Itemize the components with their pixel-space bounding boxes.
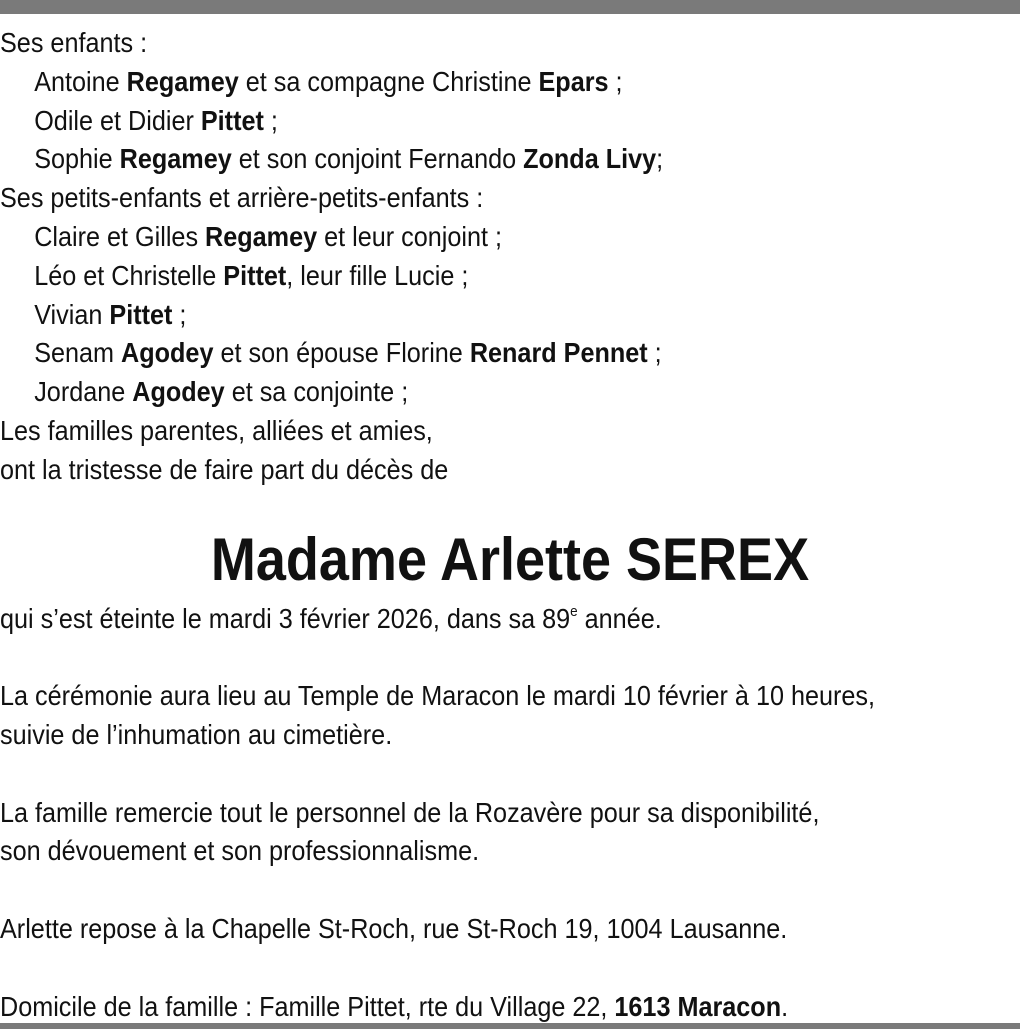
spacer bbox=[0, 755, 1020, 794]
grandchild-entry bbox=[0, 257, 1020, 296]
children-intro: Ses enfants : bbox=[0, 27, 148, 58]
grandchildren-intro: Ses petits-enfants et arrière-petits-enfants : bbox=[0, 182, 484, 214]
grandchild-first-name: Vivian bbox=[34, 298, 110, 330]
partner-surname: Zonda Livy bbox=[523, 143, 657, 175]
grandchild-first-name: Senam bbox=[34, 337, 122, 369]
grandchild-first-name: Jordane bbox=[34, 376, 133, 408]
ceremony-line: La cérémonie aura lieu au Temple de Maracon le mardi 10 février à 10 heures, bbox=[0, 680, 876, 712]
spacer bbox=[0, 871, 1020, 910]
death-line bbox=[0, 600, 1020, 639]
ordinal-suffix: e bbox=[570, 602, 578, 620]
grandchild-entry bbox=[0, 334, 1020, 373]
grandchild-relation: et leur conjoint ; bbox=[317, 220, 503, 252]
domicile-text: Domicile de la famille : Famille Pittet, rte du Village 22, bbox=[0, 990, 615, 1022]
grandchild-entry bbox=[0, 296, 1020, 335]
relatives-line: Les familles parentes, alliées et amies, bbox=[0, 414, 433, 446]
grandchild-surname: Agodey bbox=[121, 337, 214, 369]
spacer bbox=[0, 638, 1020, 677]
repose-line: Arlette repose à la Chapelle St-Roch, rue St-Roch 19, 1004 Lausanne. bbox=[0, 912, 788, 944]
punctuation: ; bbox=[172, 298, 187, 330]
grandchild-entry bbox=[0, 218, 1020, 257]
death-text: qui s’est éteinte le mardi 3 février 2026, dans sa 89 bbox=[0, 602, 571, 634]
obituary-notice bbox=[0, 24, 1020, 1026]
announcement-line: ont la tristesse de faire part du décès de bbox=[0, 453, 449, 485]
punctuation: ; bbox=[647, 337, 662, 369]
partner-surname: Epars bbox=[538, 65, 609, 97]
grandchild-surname: Pittet bbox=[223, 259, 287, 291]
child-first-name: Sophie bbox=[34, 143, 120, 175]
grandchild-surname: Pittet bbox=[109, 298, 173, 330]
grandchild-first-name: Claire et Gilles bbox=[34, 220, 206, 252]
child-relation: et sa compagne Christine bbox=[238, 65, 539, 97]
grandchild-surname: Regamey bbox=[205, 220, 318, 252]
domicile-line bbox=[0, 988, 1020, 1027]
death-text-end: année. bbox=[577, 602, 662, 634]
child-first-name: Antoine bbox=[34, 65, 127, 97]
ceremony-line: suivie de l’inhumation au cimetière. bbox=[0, 718, 393, 750]
thanks-line: La famille remercie tout le personnel de la Rozavère pour sa disponibilité, bbox=[0, 796, 820, 828]
grandchild-relation: , leur fille Lucie ; bbox=[286, 259, 469, 291]
top-rule bbox=[0, 0, 1020, 14]
domicile-locality: 1613 Maracon bbox=[614, 990, 782, 1022]
child-entry bbox=[0, 63, 1020, 102]
spacer bbox=[0, 949, 1020, 988]
grandchild-surname: Agodey bbox=[132, 376, 225, 408]
grandchild-first-name: Léo et Christelle bbox=[34, 259, 224, 291]
punctuation: . bbox=[781, 990, 789, 1022]
grandchild-relation: et son épouse Florine bbox=[213, 337, 470, 369]
partner-surname: Renard Pennet bbox=[469, 337, 648, 369]
punctuation: ; bbox=[263, 104, 278, 136]
grandchild-relation: et sa conjointe ; bbox=[224, 376, 409, 408]
bottom-rule bbox=[0, 1023, 1020, 1029]
child-relation: et son conjoint Fernando bbox=[231, 143, 524, 175]
child-first-name: Odile et Didier bbox=[34, 104, 201, 136]
child-surname: Regamey bbox=[126, 65, 239, 97]
thanks-line: son dévouement et son professionnalisme. bbox=[0, 835, 480, 867]
punctuation: ; bbox=[608, 65, 623, 97]
child-surname: Pittet bbox=[200, 104, 264, 136]
punctuation: ; bbox=[656, 143, 664, 175]
grandchild-entry bbox=[0, 373, 1020, 412]
child-surname: Regamey bbox=[119, 143, 232, 175]
deceased-name: Madame Arlette SEREX bbox=[210, 525, 810, 593]
child-entry bbox=[0, 140, 1020, 179]
child-entry bbox=[0, 102, 1020, 141]
